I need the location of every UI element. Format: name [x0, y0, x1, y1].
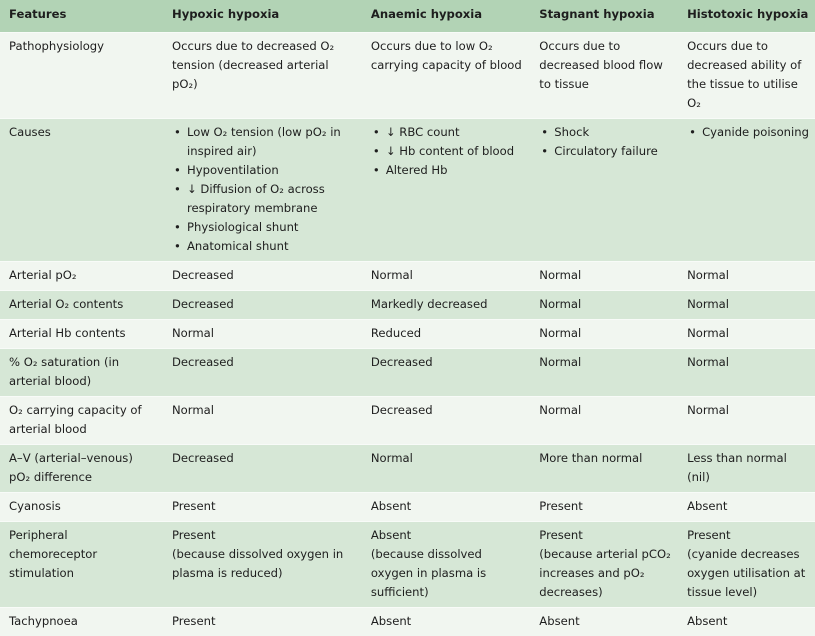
list-item: • Shock: [554, 123, 672, 142]
stagnant-cell: Absent: [530, 608, 678, 636]
feature-cell: Arterial Hb contents: [0, 320, 163, 349]
histotoxic-cell: Occurs due to decreased ability of the tissue to utilise O₂: [678, 33, 815, 119]
list-item: • ↓ Hb content of blood: [386, 142, 524, 161]
hypoxic-cell: Present: [163, 608, 362, 636]
anaemic-cell: Markedly decreased: [362, 291, 530, 320]
feature-cell: % O₂ saturation (in arterial blood): [0, 349, 163, 397]
feature-cell: Cyanosis: [0, 493, 163, 522]
hypoxic-cell: Decreased: [163, 262, 362, 291]
status-value: Absent: [371, 526, 524, 545]
status-value: Present: [539, 526, 672, 545]
anaemic-cell: [362, 522, 530, 608]
stagnant-cell: [530, 522, 678, 608]
hypoxic-cell: [163, 119, 362, 262]
list-item: • Cyanide poisoning: [702, 123, 809, 142]
feature-cell: A–V (arterial–venous) pO₂ difference: [0, 445, 163, 493]
table-row: [0, 262, 815, 291]
table-row: [0, 349, 815, 397]
list-item: • Circulatory failure: [554, 142, 672, 161]
histotoxic-cell: Normal: [678, 320, 815, 349]
stagnant-causes-list: [539, 123, 672, 161]
status-value: Present: [172, 526, 356, 545]
hypoxic-cell: Present: [163, 493, 362, 522]
stagnant-cell: Normal: [530, 262, 678, 291]
status-note: (because dissolved oxygen in plasma is reduced): [172, 545, 356, 583]
histotoxic-cell: Less than normal (nil): [678, 445, 815, 493]
feature-cell: Tachypnoea: [0, 608, 163, 636]
histotoxic-cell: Normal: [678, 291, 815, 320]
feature-cell: Pathophysiology: [0, 33, 163, 119]
hypoxic-causes-list: [172, 123, 356, 256]
table-row: [0, 397, 815, 445]
list-item: • Physiological shunt: [187, 218, 356, 237]
header-row: [0, 0, 815, 33]
status-note: (cyanide decreases oxygen utilisation at tissue level): [687, 545, 809, 602]
feature-cell: O₂ carrying capacity of arterial blood: [0, 397, 163, 445]
list-item: • Hypoventilation: [187, 161, 356, 180]
stagnant-cell: Normal: [530, 397, 678, 445]
feature-cell: Arterial O₂ contents: [0, 291, 163, 320]
header-anaemic: Anaemic hypoxia: [362, 0, 530, 33]
histotoxic-cell: Normal: [678, 397, 815, 445]
feature-cell: Causes: [0, 119, 163, 262]
anaemic-causes-list: [371, 123, 524, 180]
table-row: [0, 445, 815, 493]
histotoxic-cell: Normal: [678, 262, 815, 291]
header-hypoxic: Hypoxic hypoxia: [163, 0, 362, 33]
anaemic-cell: Normal: [362, 262, 530, 291]
anaemic-cell: Reduced: [362, 320, 530, 349]
anaemic-cell: Decreased: [362, 397, 530, 445]
stagnant-cell: More than normal: [530, 445, 678, 493]
hypoxic-cell: Decreased: [163, 349, 362, 397]
stagnant-cell: Present: [530, 493, 678, 522]
anaemic-cell: Decreased: [362, 349, 530, 397]
hypoxic-cell: Normal: [163, 320, 362, 349]
stagnant-cell: Normal: [530, 349, 678, 397]
table-row: [0, 493, 815, 522]
table-row: [0, 33, 815, 119]
histotoxic-cell: [678, 119, 815, 262]
hypoxic-cell: Normal: [163, 397, 362, 445]
stagnant-cell: [530, 119, 678, 262]
status-value: Present: [687, 526, 809, 545]
status-note: (because arterial pCO₂ increases and pO₂ decreases): [539, 545, 672, 602]
list-item: • Low O₂ tension (low pO₂ in inspired air): [187, 123, 356, 161]
table-row: [0, 119, 815, 262]
anaemic-cell: Normal: [362, 445, 530, 493]
stagnant-cell: Normal: [530, 291, 678, 320]
histotoxic-cell: Absent: [678, 493, 815, 522]
table-row: [0, 320, 815, 349]
hypoxic-cell: Occurs due to decreased O₂ tension (decreased arterial pO₂): [163, 33, 362, 119]
feature-cell: Peripheral chemoreceptor stimulation: [0, 522, 163, 608]
anaemic-cell: Occurs due to low O₂ carrying capacity of blood: [362, 33, 530, 119]
list-item: • ↓ Diffusion of O₂ across respiratory membrane: [187, 180, 356, 218]
table-row: [0, 608, 815, 636]
header-features: Features: [0, 0, 163, 33]
hypoxic-cell: [163, 522, 362, 608]
list-item: • ↓ RBC count: [386, 123, 524, 142]
hypoxic-cell: Decreased: [163, 445, 362, 493]
table-row: [0, 522, 815, 608]
stagnant-cell: Occurs due to decreased blood flow to tissue: [530, 33, 678, 119]
list-item: • Altered Hb: [386, 161, 524, 180]
table-row: [0, 291, 815, 320]
histotoxic-cell: Normal: [678, 349, 815, 397]
histotoxic-causes-list: [687, 123, 809, 142]
anaemic-cell: [362, 119, 530, 262]
stagnant-cell: Normal: [530, 320, 678, 349]
feature-cell: Arterial pO₂: [0, 262, 163, 291]
header-stagnant: Stagnant hypoxia: [530, 0, 678, 33]
histotoxic-cell: [678, 522, 815, 608]
hypoxic-cell: Decreased: [163, 291, 362, 320]
list-item: • Anatomical shunt: [187, 237, 356, 256]
status-note: (because dissolved oxygen in plasma is sufficient): [371, 545, 524, 602]
anaemic-cell: Absent: [362, 608, 530, 636]
histotoxic-cell: Absent: [678, 608, 815, 636]
header-histotoxic: Histotoxic hypoxia: [678, 0, 815, 33]
anaemic-cell: Absent: [362, 493, 530, 522]
